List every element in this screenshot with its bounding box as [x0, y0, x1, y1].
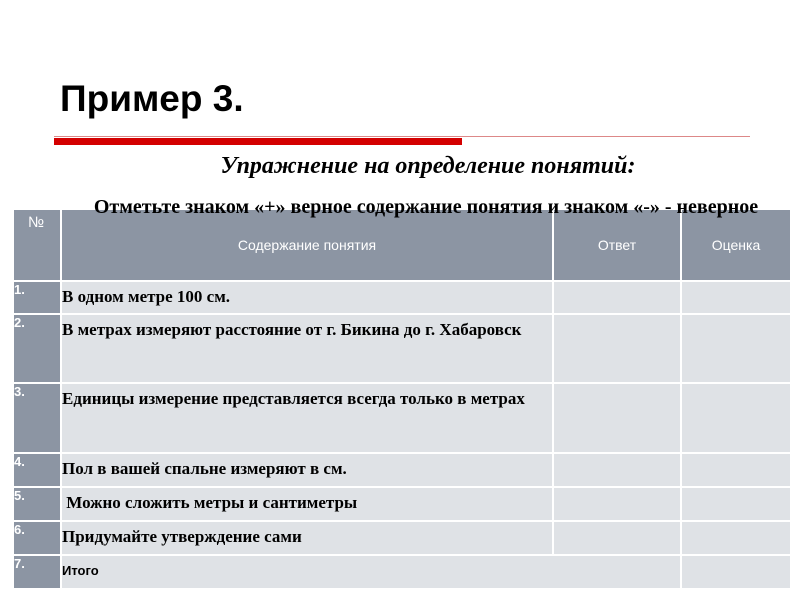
grade-cell[interactable] [681, 281, 791, 314]
row-number: 3. [13, 383, 61, 453]
table-row [13, 281, 791, 314]
grade-cell[interactable] [681, 521, 791, 555]
concepts-table [12, 208, 792, 590]
header-content: Содержание понятия [61, 209, 553, 281]
grade-cell[interactable] [681, 487, 791, 521]
slide-title: Пример 3. [60, 78, 244, 119]
table-row [13, 314, 791, 383]
grade-cell[interactable] [681, 453, 791, 487]
table-row [13, 383, 791, 453]
header-answer: Ответ [553, 209, 681, 281]
exercise-subtitle: Упражнение на определение понятий: [220, 153, 636, 179]
row-number: 6. [13, 521, 61, 555]
table-row [13, 453, 791, 487]
answer-cell[interactable] [553, 487, 681, 521]
title-rule-accent [54, 138, 462, 145]
header-grade: Оценка [681, 209, 791, 281]
grade-cell[interactable] [681, 314, 791, 383]
answer-cell[interactable] [553, 314, 681, 383]
answer-cell[interactable] [553, 521, 681, 555]
row-statement: Единицы измерение представляется всегда только в метрах [61, 383, 553, 453]
answer-cell[interactable] [553, 281, 681, 314]
table-row [13, 487, 791, 521]
grade-cell[interactable] [681, 383, 791, 453]
row-statement: В одном метре 100 см. [61, 281, 553, 314]
row-statement: В метрах измеряют расстояние от г. Бикина до г. Хабаровск [61, 314, 553, 383]
row-number: 2. [13, 314, 61, 383]
row-number: 7. [13, 555, 61, 589]
row-statement: Можно сложить метры и сантиметры [61, 487, 553, 521]
row-number: 5. [13, 487, 61, 521]
exercise-instruction: Отметьте знаком «+» верное содержание понятия и знаком «-» - неверное [93, 196, 759, 218]
answer-cell[interactable] [553, 453, 681, 487]
row-statement: Придумайте утверждение сами [61, 521, 553, 555]
header-number: № [13, 209, 61, 281]
row-number: 4. [13, 453, 61, 487]
table-row [13, 521, 791, 555]
row-number: 1. [13, 281, 61, 314]
answer-cell[interactable] [553, 383, 681, 453]
row-statement: Пол в вашей спальне измеряют в см. [61, 453, 553, 487]
total-grade-cell[interactable] [681, 555, 791, 589]
title-rule-thin [54, 136, 750, 137]
total-label: Итого [61, 555, 681, 589]
table-row-total [13, 555, 791, 589]
